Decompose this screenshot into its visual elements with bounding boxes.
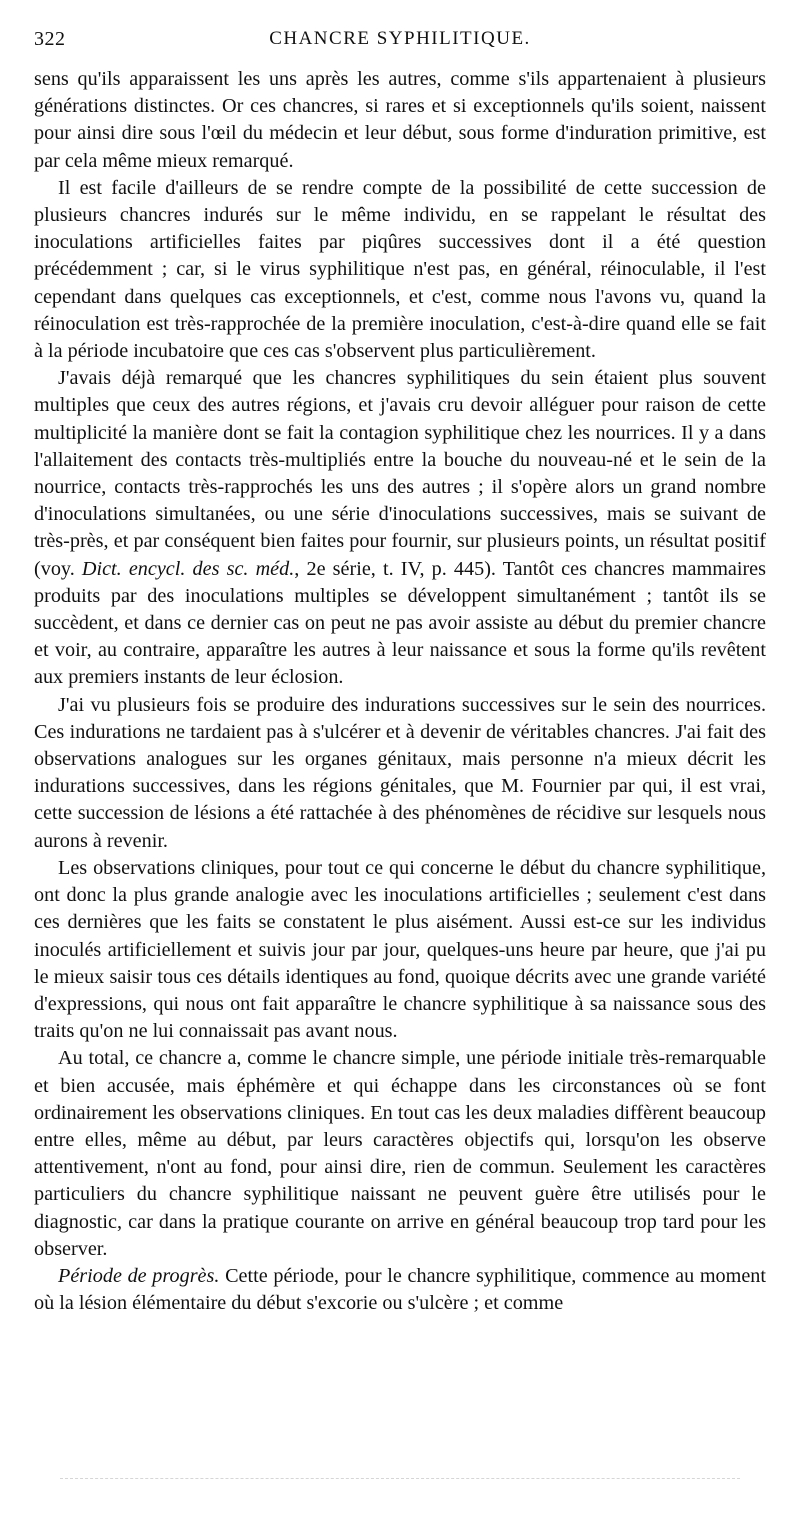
body-text	[34, 66, 766, 1317]
page-number: 322	[34, 28, 66, 50]
paragraph-text: J'avais déjà remarqué que les chancres syphilitiques du sein étaient plus souvent multiples que ceux des autres régions, et j'avais cru devoir alléguer pour raison de cette multiplicité la manière dont se fait la contagion syphilitique chez les nourrices. Il y a dans l'allaitement des contacts très-multipliés entre la bouche du nouveau-né et le sein de la nourrice, contacts très-rapprochés les uns des autres ; il s'opère alors un grand nombre d'inoculations simultanées, ou une série d'inoculations successives, mais se suivant de très-près, et par conséquent bien faites pour fournir, sur plusieurs points, un résultat positif (voy.	[34, 367, 766, 580]
footer-rule	[60, 1478, 740, 1479]
paragraph: Au total, ce chancre a, comme le chancre simple, une période initiale très-remarquable et bien accusée, mais éphémère et qui échappe dans les circonstances où se font ordinairement les observations cliniques. En tout cas les deux maladies diffèrent beaucoup entre elles, même au début, par leurs caractères objectifs qui, lorsqu'on les observe attentivement, n'ont au fond, pour ainsi dire, rien de commun. Seulement les caractères particuliers du chancre syphilitique naissant ne peuvent guère être utilisés pour le diagnostic, car dans la pratique courante on arrive en général beaucoup trop tard pour les observer.	[34, 1047, 766, 1260]
paragraph	[34, 365, 766, 691]
paragraph-continuation: sens qu'ils apparaissent les uns après les autres, comme s'ils appartenaient à plusieurs générations distinctes. Or ces chancres, si rares et si exceptionnels qu'ils soient, naissent pour ainsi dire sous l'œil du médecin et leur début, sous forme d'induration primitive, est par cela même mieux remarqué.	[34, 68, 766, 172]
page-header	[34, 28, 766, 56]
section-heading: Période de progrès.	[58, 1264, 220, 1287]
paragraph	[34, 1263, 766, 1317]
paragraph: Les observations cliniques, pour tout ce qui concerne le début du chancre syphilitique, ont donc la plus grande analogie avec les inoculations artificielles ; seulement c'est dans ces dernières que les faits se constatent le plus aisément. Aussi est-ce sur les individus inoculés artificiellement et suivis jour par jour, quelques-uns heure par heure, que j'ai pu le mieux saisir tous ces détails identiques au fond, quoique décrits avec une grande variété d'expressions, qui nous ont fait apparaître le chancre syphilitique à sa naissance sous des traits qu'on ne lui connaissait pas avant nous.	[34, 856, 766, 1043]
book-page	[34, 28, 766, 1317]
running-title: CHANCRE SYPHILITIQUE.	[269, 28, 531, 49]
paragraph: J'ai vu plusieurs fois se produire des indurations successives sur le sein des nourrices. Ces indurations ne tardaient pas à s'ulcérer et à devenir de véritables chancres. J'ai fait des observations analogues sur les organes génitaux, mais personne n'a mieux décrit les indurations successives, dans les régions génitales, que M. Fournier par qui, il est vrai, cette succession de lésions a été rattachée à des phénomènes de récidive sur lesquels nous aurons à revenir.	[34, 693, 766, 852]
paragraph-text: Cette période, pour le chancre syphilitique, commence au moment où la lésion élémentaire du début s'excorie ou s'ulcère ; et comme	[34, 1264, 766, 1315]
paragraph-text: , 2e série, t. IV, p. 445). Tantôt ces chancres mammaires produits par des inoculations multiples se développent simultanément ; tantôt ils se succèdent, et dans ce dernier cas on peut ne pas avoir assiste au début du premier chancre et voir, au contraire, apparaître les autres à leur naissance et sous la forme qu'ils revêtent aux premiers instants de leur éclosion.	[34, 557, 766, 689]
paragraph: Il est facile d'ailleurs de se rendre compte de la possibilité de cette succession de plusieurs chancres indurés sur le même individu, en se rappelant le résultat des inoculations artificielles faites par piqûres successives dont il a été question précédemment ; car, si le virus syphilitique n'est pas, en général, réinoculable, il l'est cependant dans quelques cas exceptionnels, et c'est, comme nous l'avons vu, quand la réinoculation est très-rapprochée de la première inoculation, c'est-à-dire quand elle se fait à la période incubatoire que ces cas s'observent plus particulièrement.	[34, 176, 766, 363]
citation-title: Dict. encycl. des sc. méd.	[81, 557, 295, 580]
